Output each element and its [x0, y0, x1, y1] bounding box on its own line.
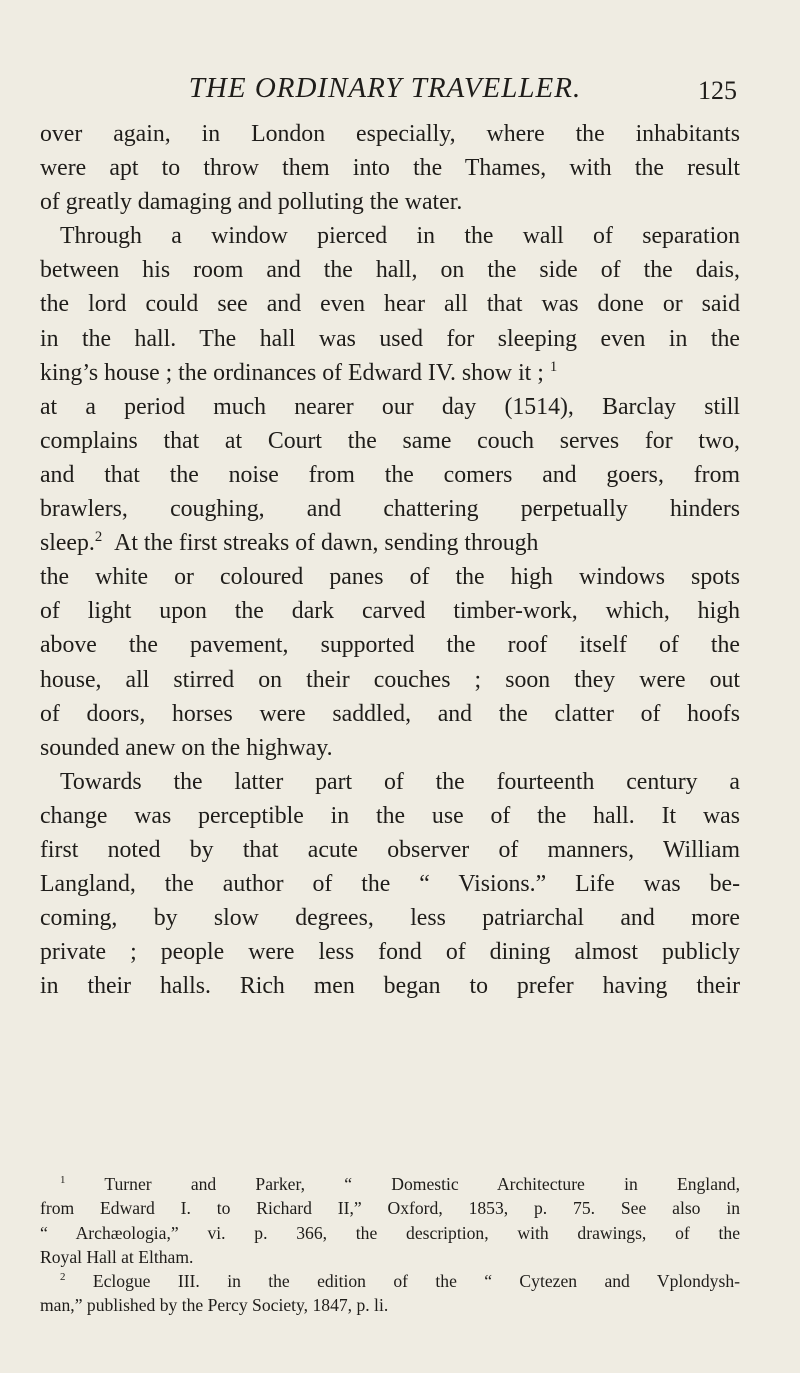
- footnote-line: [40, 1269, 740, 1293]
- text-line: [40, 526, 740, 560]
- text-line: [40, 356, 740, 390]
- text-line: change was perceptible in the use of the hall. It was: [40, 802, 740, 829]
- text-segment: Eclogue III. in the edition of the “ Cytezen and Vplondysh-: [92, 1271, 740, 1292]
- text-segment: At the first streaks of dawn, sending through: [114, 530, 539, 557]
- text-line: at a period much nearer our day (1514), Barclay still: [40, 393, 740, 420]
- text-line: and that the noise from the comers and goers, from: [40, 461, 740, 488]
- footnote-line: [40, 1172, 740, 1196]
- footnote-line: man,” published by the Percy Society, 1847, p. li.: [40, 1295, 389, 1316]
- text-line: brawlers, coughing, and chattering perpetually hinders: [40, 496, 740, 523]
- text-line: of light upon the dark carved timber-work, which, high: [40, 598, 740, 625]
- text-line: the lord could see and even hear all that was done or said: [40, 291, 740, 318]
- text-line: complains that at Court the same couch serves for two,: [40, 427, 740, 454]
- text-segment: Turner and Parker, “ Domestic Architecture in England,: [104, 1174, 740, 1194]
- text-line: first noted by that acute observer of manners, William: [40, 836, 740, 863]
- text-line: of greatly damaging and polluting the water.: [40, 189, 463, 216]
- text-line: were apt to throw them into the Thames, with the result: [40, 155, 740, 182]
- footnote-marker-2: 2: [60, 1271, 66, 1284]
- footnote-ref-2: 2: [94, 529, 103, 546]
- footnote-ref-1: 1: [549, 358, 558, 375]
- text-line: coming, by slow degrees, less patriarchal and more: [40, 905, 740, 932]
- text-line: sounded anew on the highway.: [40, 734, 333, 761]
- footnote-line: Royal Hall at Eltham.: [40, 1246, 194, 1267]
- body-text: [40, 117, 740, 1003]
- footnote-marker-1: 1: [60, 1174, 66, 1187]
- footnote-line: from Edward I. to Richard II,” Oxford, 1853, p. 75. See also in: [40, 1198, 740, 1219]
- text-line: in the hall. The hall was used for sleeping even in the: [40, 325, 740, 352]
- text-line: over again, in London especially, where the inhabitants: [40, 121, 740, 147]
- text-segment: king’s house ; the ordinances of Edward IV. show it ;: [40, 359, 544, 386]
- text-line: Towards the latter part of the fourteenth century a: [60, 768, 740, 795]
- text-line: in their halls. Rich men began to prefer having their: [40, 973, 740, 1000]
- text-line: above the pavement, supported the roof itself of the: [40, 632, 740, 659]
- text-segment: sleep.: [40, 530, 95, 557]
- page-number: 125: [698, 76, 737, 105]
- text-line: between his room and the hall, on the side of the dais,: [40, 257, 740, 284]
- running-head: THE ORDINARY TRAVELLER.: [188, 72, 582, 104]
- text-line: house, all stirred on their couches ; soon they were out: [40, 666, 740, 693]
- footnote-line: “ Archæologia,” vi. p. 366, the description, with drawings, of the: [40, 1222, 740, 1243]
- text-line: the white or coloured panes of the high windows spots: [40, 564, 740, 591]
- footnotes: [40, 1172, 740, 1318]
- text-line: Through a window pierced in the wall of separation: [60, 223, 740, 250]
- text-line: private ; people were less fond of dining almost publicly: [40, 939, 740, 966]
- text-line: of doors, horses were saddled, and the clatter of hoofs: [40, 700, 740, 727]
- text-line: Langland, the author of the “ Visions.” Life was be-: [40, 871, 740, 898]
